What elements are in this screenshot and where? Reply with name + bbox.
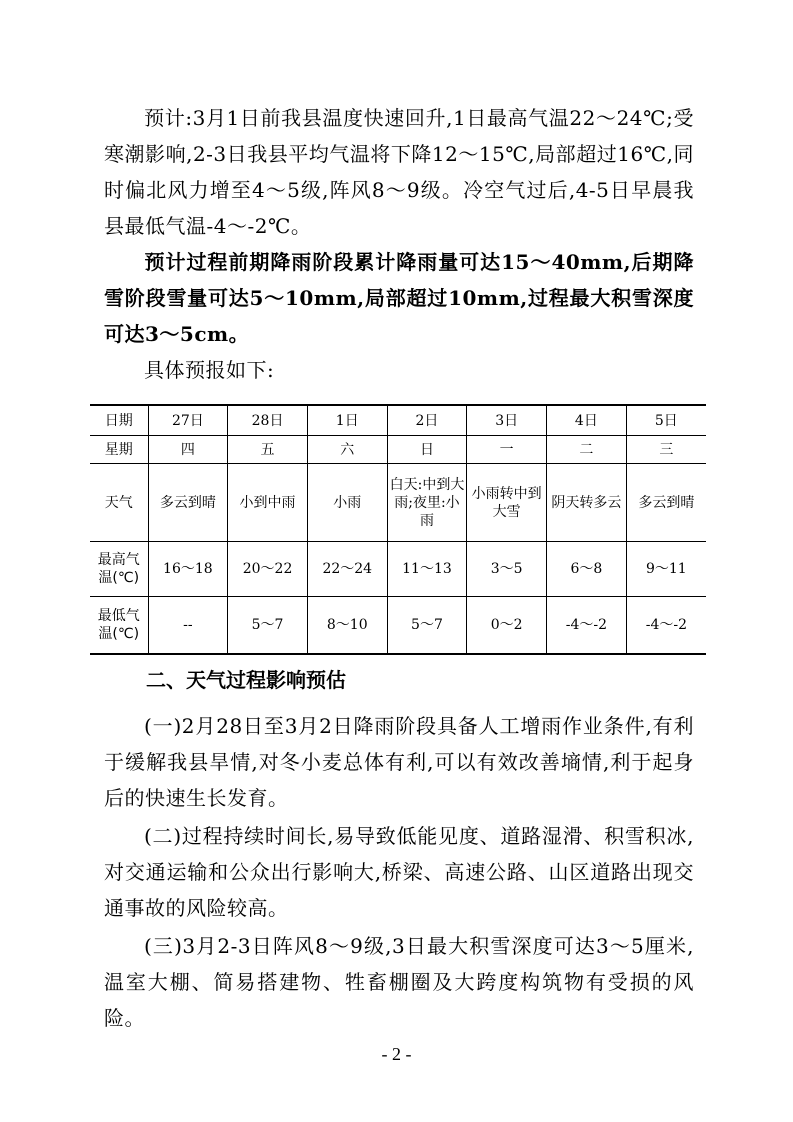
detail-intro-text: 具体预报如下: bbox=[144, 358, 275, 382]
date-cell: 3日 bbox=[467, 405, 547, 436]
row-label-low-temp: 最低气温(℃) bbox=[90, 597, 148, 655]
weather-cell: 阴天转多云 bbox=[547, 464, 627, 542]
date-cell: 27日 bbox=[148, 405, 228, 436]
weekday-cell: 二 bbox=[547, 436, 627, 464]
high-temp-cell: 9～11 bbox=[626, 542, 706, 597]
high-temp-cell: 6～8 bbox=[547, 542, 627, 597]
high-temp-cell: 11～13 bbox=[387, 542, 467, 597]
low-temp-cell: 8～10 bbox=[307, 597, 387, 655]
table-row-date bbox=[90, 405, 706, 436]
impact-paragraph-3 bbox=[104, 928, 694, 1036]
weather-cell: 多云到晴 bbox=[148, 464, 228, 542]
date-cell: 1日 bbox=[307, 405, 387, 436]
date-cell: 28日 bbox=[228, 405, 308, 436]
high-temp-cell: 3～5 bbox=[467, 542, 547, 597]
impact-text-1: (一)2月28日至3月2日降雨阶段具备人工增雨作业条件,有利于缓解我县旱情,对冬小麦总体有利,可以有效改善墒情,利于起身后的快速生长发育。 bbox=[104, 714, 694, 810]
weather-cell: 多云到晴 bbox=[626, 464, 706, 542]
weekday-cell: 一 bbox=[467, 436, 547, 464]
section-heading: 二、天气过程影响预估 bbox=[146, 668, 346, 692]
date-cell: 2日 bbox=[387, 405, 467, 436]
table-row-weekday bbox=[90, 436, 706, 464]
forecast-paragraph bbox=[104, 100, 694, 244]
table-row-low-temp bbox=[90, 597, 706, 655]
impact-text-3: (三)3月2-3日阵风8～9级,3日最大积雪深度可达3～5厘米,温室大棚、简易搭建物、牲畜棚圈及大跨度构筑物有受损的风险。 bbox=[104, 934, 694, 1030]
low-temp-cell: 5～7 bbox=[387, 597, 467, 655]
high-temp-cell: 22～24 bbox=[307, 542, 387, 597]
precipitation-paragraph bbox=[104, 244, 694, 352]
table-row-weather bbox=[90, 464, 706, 542]
weather-cell: 小雨转中到大雪 bbox=[467, 464, 547, 542]
detail-intro-paragraph bbox=[104, 352, 694, 388]
precipitation-text: 预计过程前期降雨阶段累计降雨量可达15～40mm,后期降雪阶段雪量可达5～10mm,局部超过10mm,过程最大积雪深度可达3～5cm。 bbox=[104, 250, 694, 346]
row-label-weekday: 星期 bbox=[90, 436, 148, 464]
weekday-cell: 三 bbox=[626, 436, 706, 464]
row-label-weather: 天气 bbox=[90, 464, 148, 542]
weather-cell: 小到中雨 bbox=[228, 464, 308, 542]
date-cell: 5日 bbox=[626, 405, 706, 436]
low-temp-cell: 5～7 bbox=[228, 597, 308, 655]
row-label-high-temp: 最高气温(℃) bbox=[90, 542, 148, 597]
weekday-cell: 日 bbox=[387, 436, 467, 464]
table-row-high-temp bbox=[90, 542, 706, 597]
impact-paragraph-1 bbox=[104, 708, 694, 816]
weather-cell: 小雨 bbox=[307, 464, 387, 542]
high-temp-cell: 20～22 bbox=[228, 542, 308, 597]
low-temp-cell: 0～2 bbox=[467, 597, 547, 655]
forecast-table bbox=[90, 404, 706, 655]
weather-cell: 白天:中到大雨;夜里:小雨 bbox=[387, 464, 467, 542]
weekday-cell: 六 bbox=[307, 436, 387, 464]
high-temp-cell: 16～18 bbox=[148, 542, 228, 597]
weekday-cell: 五 bbox=[228, 436, 308, 464]
row-label-date: 日期 bbox=[90, 405, 148, 436]
weekday-cell: 四 bbox=[148, 436, 228, 464]
low-temp-cell: -4～-2 bbox=[547, 597, 627, 655]
impact-text-2: (二)过程持续时间长,易导致低能见度、道路湿滑、积雪积冰,对交通运输和公众出行影响大,桥梁、高速公路、山区道路出现交通事故的风险较高。 bbox=[104, 824, 694, 920]
forecast-text: 预计:3月1日前我县温度快速回升,1日最高气温22～24℃;受寒潮影响,2-3日我县平均气温将下降12～15℃,局部超过16℃,同时偏北风力增至4～5级,阵风8～9级。冷空气过后,4-5日早晨我县最低气温-4～-2℃。 bbox=[104, 106, 694, 238]
page-number: - 2 - bbox=[381, 1044, 412, 1064]
low-temp-cell: -4～-2 bbox=[626, 597, 706, 655]
date-cell: 4日 bbox=[547, 405, 627, 436]
low-temp-cell: -- bbox=[148, 597, 228, 655]
impact-paragraph-2 bbox=[104, 818, 694, 926]
